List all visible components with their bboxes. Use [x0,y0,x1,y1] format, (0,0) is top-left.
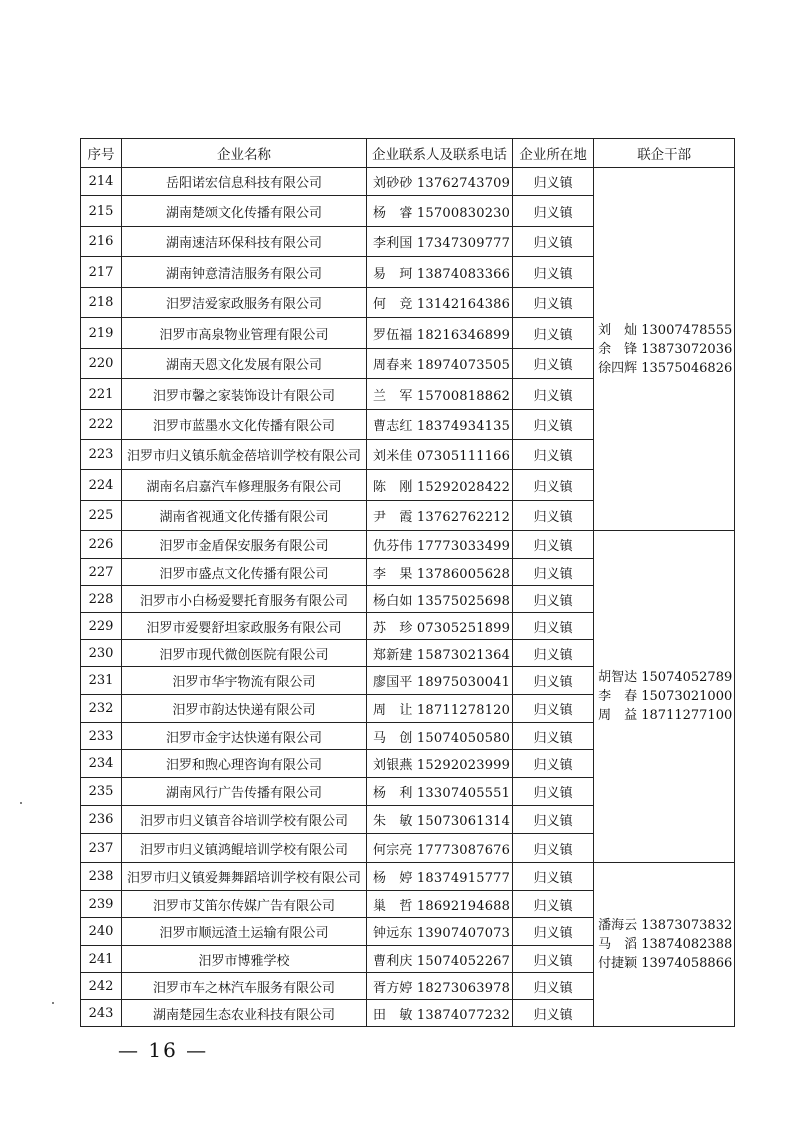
serial-cell: 215 [81,196,122,227]
location-cell: 归义镇 [513,379,594,410]
serial-cell: 220 [81,349,122,379]
location-cell: 归义镇 [513,918,594,946]
location-cell: 归义镇 [513,695,594,723]
company-name-cell: 汨罗市车之林汽车服务有限公司 [122,973,367,1000]
company-name-cell: 汨罗市博雅学校 [122,946,367,973]
location-cell: 归义镇 [513,559,594,586]
serial-cell: 243 [81,1000,122,1027]
serial-cell: 232 [81,695,122,723]
cadre-contact: 李 春 15073021000 [598,689,733,704]
serial-cell: 224 [81,470,122,501]
location-cell: 归义镇 [513,667,594,695]
contact-cell: 苏 珍 07305251899 [367,613,513,640]
contact-cell: 兰 军 15700818862 [367,379,513,410]
location-cell: 归义镇 [513,1000,594,1027]
table-body [81,168,735,1027]
location-cell: 归义镇 [513,440,594,470]
contact-cell: 杨 睿 15700830230 [367,196,513,227]
contact-cell: 田 敏 13874077232 [367,1000,513,1027]
contact-cell: 周春来 18974073505 [367,349,513,379]
company-name-cell: 岳阳诺宏信息科技有限公司 [122,168,367,196]
contact-cell: 曹利庆 15074052267 [367,946,513,973]
contact-cell: 杨 利 13307405551 [367,778,513,806]
serial-cell: 228 [81,586,122,613]
serial-cell: 225 [81,501,122,531]
company-name-cell: 湖南楚颂文化传播有限公司 [122,196,367,227]
company-name-cell: 汨罗市爱婴舒坦家政服务有限公司 [122,613,367,640]
cadre-contact: 胡智达 15074052789 [598,670,733,685]
table-row [81,168,735,196]
company-name-cell: 汨罗市顺远渣土运输有限公司 [122,918,367,946]
cadre-contact: 马 滔 13874082388 [598,937,733,952]
serial-cell: 242 [81,973,122,1000]
serial-cell: 234 [81,750,122,778]
enterprise-table [80,138,735,1027]
serial-cell: 230 [81,640,122,667]
contact-cell: 朱 敏 15073061314 [367,806,513,834]
contact-cell: 廖国平 18975030041 [367,667,513,695]
company-name-cell: 汨罗市韵达快递有限公司 [122,695,367,723]
serial-cell: 233 [81,723,122,750]
header-contact: 企业联系人及联系电话 [367,139,513,168]
location-cell: 归义镇 [513,349,594,379]
cadre-contact: 徐四辉 13575046826 [598,360,733,376]
serial-cell: 227 [81,559,122,586]
company-name-cell: 湖南省视通文化传播有限公司 [122,501,367,531]
serial-cell: 222 [81,410,122,440]
header-serial: 序号 [81,139,122,168]
location-cell: 归义镇 [513,640,594,667]
serial-cell: 221 [81,379,122,410]
company-name-cell: 汨罗洁爱家政服务有限公司 [122,288,367,318]
location-cell: 归义镇 [513,723,594,750]
location-cell: 归义镇 [513,501,594,531]
company-name-cell: 汨罗市盛点文化传播有限公司 [122,559,367,586]
company-name-cell: 湖南钟意清洁服务有限公司 [122,257,367,288]
location-cell: 归义镇 [513,168,594,196]
serial-cell: 237 [81,834,122,863]
serial-cell: 239 [81,891,122,918]
contact-cell: 曹志红 18374934135 [367,410,513,440]
company-name-cell: 湖南楚园生态农业科技有限公司 [122,1000,367,1027]
location-cell: 归义镇 [513,946,594,973]
serial-cell: 240 [81,918,122,946]
scan-speck [20,802,22,804]
cadre-contact: 刘 灿 13007478555 [598,322,733,338]
contact-cell: 尹 霞 13762762212 [367,501,513,531]
contact-cell: 周 让 18711278120 [367,695,513,723]
location-cell: 归义镇 [513,863,594,891]
serial-cell: 218 [81,288,122,318]
contact-cell: 胥方婷 18273063978 [367,973,513,1000]
contact-cell: 何 竞 13142164386 [367,288,513,318]
cadre-contact: 周 益 18711277100 [598,708,733,723]
location-cell: 归义镇 [513,891,594,918]
company-name-cell: 汨罗市小白杨爱婴托育服务有限公司 [122,586,367,613]
table-row [81,531,735,559]
header-company-name: 企业名称 [122,139,367,168]
serial-cell: 238 [81,863,122,891]
company-name-cell: 汨罗市归义镇乐航金蓓培训学校有限公司 [122,440,367,470]
company-name-cell: 湖南名启嘉汽车修理服务有限公司 [122,470,367,501]
serial-cell: 219 [81,318,122,349]
company-name-cell: 汨罗市高泉物业管理有限公司 [122,318,367,349]
company-name-cell: 汨罗市金宇达快递有限公司 [122,723,367,750]
contact-cell: 李 果 13786005628 [367,559,513,586]
contact-cell: 刘米佳 07305111166 [367,440,513,470]
cadre-group-cell [594,863,735,1027]
serial-cell: 217 [81,257,122,288]
company-name-cell: 汨罗市艾笛尔传媒广告有限公司 [122,891,367,918]
location-cell: 归义镇 [513,410,594,440]
cadre-contact: 付捷颖 13974058866 [598,956,733,971]
contact-cell: 李利国 17347309777 [367,227,513,257]
page-number: — 16 — [118,1038,209,1062]
serial-cell: 216 [81,227,122,257]
location-cell: 归义镇 [513,586,594,613]
cadre-contact: 潘海云 13873073832 [598,918,733,933]
serial-cell: 231 [81,667,122,695]
company-name-cell: 汨罗市归义镇爱舞舞蹈培训学校有限公司 [122,863,367,891]
company-name-cell: 湖南速洁环保科技有限公司 [122,227,367,257]
contact-cell: 郑新建 15873021364 [367,640,513,667]
location-cell: 归义镇 [513,196,594,227]
company-name-cell: 湖南风行广告传播有限公司 [122,778,367,806]
location-cell: 归义镇 [513,470,594,501]
contact-cell: 何宗亮 17773087676 [367,834,513,863]
location-cell: 归义镇 [513,778,594,806]
serial-cell: 241 [81,946,122,973]
location-cell: 归义镇 [513,834,594,863]
company-name-cell: 汨罗和煦心理咨询有限公司 [122,750,367,778]
scan-speck [52,1002,54,1004]
contact-cell: 马 创 15074050580 [367,723,513,750]
contact-cell: 罗伍福 18216346899 [367,318,513,349]
company-name-cell: 汨罗市蓝墨水文化传播有限公司 [122,410,367,440]
contact-cell: 易 珂 13874083366 [367,257,513,288]
company-name-cell: 汨罗市馨之家装饰设计有限公司 [122,379,367,410]
location-cell: 归义镇 [513,531,594,559]
cadre-group-cell [594,531,735,863]
location-cell: 归义镇 [513,973,594,1000]
serial-cell: 226 [81,531,122,559]
location-cell: 归义镇 [513,227,594,257]
table-row [81,863,735,891]
company-name-cell: 汨罗市归义镇音谷培训学校有限公司 [122,806,367,834]
contact-cell: 杨 婷 18374915777 [367,863,513,891]
company-name-cell: 湖南天恩文化发展有限公司 [122,349,367,379]
serial-cell: 214 [81,168,122,196]
contact-cell: 巢 哲 18692194688 [367,891,513,918]
location-cell: 归义镇 [513,257,594,288]
contact-cell: 钟远东 13907407073 [367,918,513,946]
location-cell: 归义镇 [513,750,594,778]
contact-cell: 仇芬伟 17773033499 [367,531,513,559]
header-cadre: 联企干部 [594,139,735,168]
cadre-group-cell [594,168,735,531]
cadre-contact: 余 锋 13873072036 [598,341,733,357]
serial-cell: 223 [81,440,122,470]
serial-cell: 236 [81,806,122,834]
location-cell: 归义镇 [513,806,594,834]
serial-cell: 229 [81,613,122,640]
location-cell: 归义镇 [513,318,594,349]
contact-cell: 陈 刚 15292028422 [367,470,513,501]
company-name-cell: 汨罗市归义镇鸿鲲培训学校有限公司 [122,834,367,863]
company-name-cell: 汨罗市现代微创医院有限公司 [122,640,367,667]
contact-cell: 刘砂砂 13762743709 [367,168,513,196]
location-cell: 归义镇 [513,288,594,318]
contact-cell: 杨白如 13575025698 [367,586,513,613]
serial-cell: 235 [81,778,122,806]
header-location: 企业所在地 [513,139,594,168]
contact-cell: 刘银燕 15292023999 [367,750,513,778]
header-row [81,139,735,168]
company-name-cell: 汨罗市华宇物流有限公司 [122,667,367,695]
company-name-cell: 汨罗市金盾保安服务有限公司 [122,531,367,559]
location-cell: 归义镇 [513,613,594,640]
